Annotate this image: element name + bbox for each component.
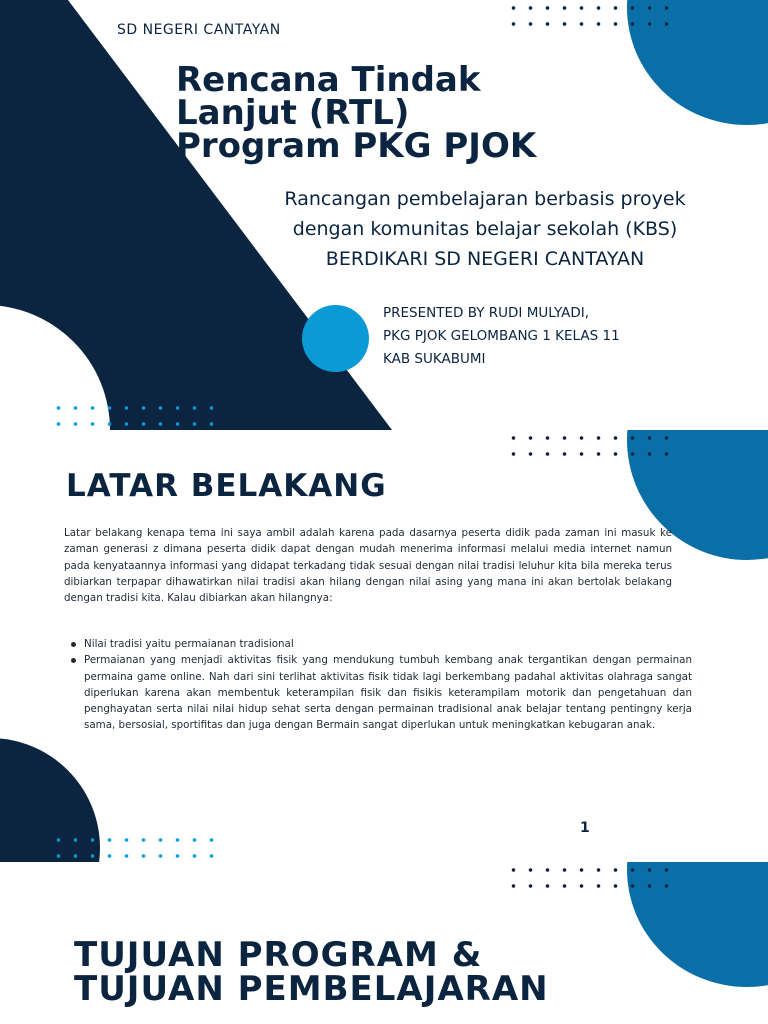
navy-dot-grid [505, 430, 675, 462]
subtitle-line: Rancangan pembelajaran berbasis proyek [284, 188, 686, 210]
presentation-subtitle [250, 184, 720, 274]
title-line: Rencana Tindak [176, 60, 481, 100]
section-heading: LATAR BELAKANG [66, 468, 387, 504]
navy-dot-grid [505, 862, 675, 894]
background-slide [0, 430, 768, 862]
title-line: Lanjut (RTL) [176, 93, 410, 133]
title-line: Program PKG PJOK [176, 126, 537, 166]
presenter-line: KAB SUKABUMI [383, 351, 486, 367]
page-number: 1 [580, 820, 590, 836]
presentation-title [176, 60, 596, 166]
heading-line: TUJUAN PEMBELAJARAN [74, 969, 549, 1009]
presenter-line: PRESENTED BY RUDI MULYADI, [383, 305, 590, 321]
navy-dot-grid [505, 0, 675, 30]
presenter-info [383, 302, 743, 371]
section-heading [74, 935, 549, 1009]
subtitle-line: BERDIKARI SD NEGERI CANTAYAN [325, 248, 645, 270]
cover-slide [0, 0, 768, 430]
bullet-list [64, 636, 692, 734]
heading-line: TUJUAN PROGRAM & [74, 935, 483, 975]
background-paragraph: Latar belakang kenapa tema ini saya ambil adalah karena pada dasarnya peserta didik pada zaman ini masuk ke zaman generasi z dimana peserta didik dapat dengan mudah menerima informasi melalui media internet namun pada kenyataannya informasi yang didapat terkadang tidak sesuai dengan nilai tradisi leluhur kita bila mereka terus dibiarkan terpapar dihawatirkan nilai tradisi akan hilang dengan nilai asing yang mana ini akan bertolak belakang dengan tradisi kita. Kalau dibiarkan akan hilangnya: [64, 527, 672, 605]
school-name: SD NEGERI CANTAYAN [117, 22, 281, 38]
light-blue-dot-grid [50, 832, 220, 862]
light-blue-circle-shape [302, 305, 369, 372]
objectives-slide [0, 862, 768, 1024]
subtitle-line: dengan komunitas belajar sekolah (KBS) [292, 218, 678, 240]
list-item: Permaianan yang menjadi aktivitas fisik yang mendukung tumbuh kembang anak tergantikan dengan permainan permaina game online. Nah dari sini terlihat aktivitas fisik tidak lagi berkembang padahal aktivitas olahraga sangat diperlukan karena akan membentuk keterampilan fisik dan fisikis keterampilam motorik dan pengetahuan dan penghayatan serta nilai nilai hidup sehat serta dengan permainan tradisional anak belajar tentang pentingny kerja sama, bersosial, sportifitas dan juga dengan Bermain sangat diperlukan untuk meningkatkan kebugaran anak. [84, 652, 692, 733]
list-item: Nilai tradisi yaitu permaianan tradisional [84, 636, 692, 652]
light-blue-dot-grid [50, 400, 220, 430]
presenter-line: PKG PJOK GELOMBANG 1 KELAS 11 [383, 328, 620, 344]
